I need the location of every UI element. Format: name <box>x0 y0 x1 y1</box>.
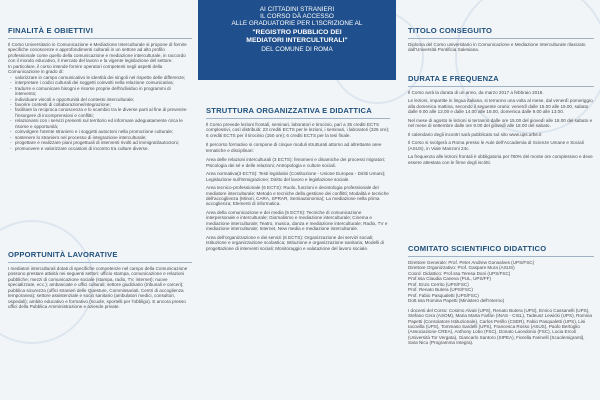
docenti-paragraph: I docenti del Corso: Cosimo Alvati (UPS), Renato Butera (UPS), Enrico Cassanelli (UPS), Stefano Cera (ASOM), Maria Marta Farfán (INAS - CISL), Tadeusz Lewicki (UPS), Romina Papetti (Consolatore Istituzionale), Carlos Perillo (CSER), Fabio Pasqualetti (UPS), Lisi Iacovilla (UPS), Tommaso Sardelli (UPS), Francesca Rosso (ASUS), Paolo Bertoglio (Associazione CREA), Anthony Lobo (FSC), Donato Lacedonio (FSC), Lucia Ercoli (Università Tor Vergata), Giancarlo Santoro (SIPEA), Fiorella Farinelli (Scuolemigranti), Sara Nicu (Programma Integra). <box>408 307 592 346</box>
banner-line: IL CORSO DÀ ACCESSO <box>260 13 334 20</box>
heading-divider <box>408 86 594 87</box>
heading-divider <box>8 262 192 263</box>
durata-paragraph: Il Corso avrà la durata di un anno, da marzo 2017 a febbraio 2018. <box>408 90 544 95</box>
right-column <box>396 0 600 400</box>
list-item: - tradurre e comunicare bisogni e risorse proprie dell'individuo in programmi di intervento; <box>15 86 192 97</box>
banner-line: AI CITTADINI STRANIERI <box>259 6 335 13</box>
finalita-heading: FINALITÀ E OBIETTIVI <box>8 26 93 35</box>
middle-column <box>198 0 396 400</box>
heading-divider <box>8 38 192 39</box>
area-block: Area tecnico-professionale (6 ECTS): Ruolo, funzioni e deontologia professionale del mediatore interculturale; Metodo e tecniche della gestione dei conflitti; Modalità e tecniche dell'accoglienza (Minori, CARA, SPRAR, Semiautonomia); La mediazione nella prima accoglienza; Elementi di informatica. <box>206 185 389 207</box>
opportunita-paragraph: I mediatori interculturali dotati di specifiche competenze nel campo della Comunicazione possono prestare attività nei seguenti settori: ufficio stampa, comunicazione e relazioni pubbliche; mezzi di comunicazione sociale (stampa, radio, TV, internet); nuove specializzate, ecc.); ambasciate e uffici culturali; settore giudiziario (tribunali e carceri); pubblica sicurezza (uffici stranieri delle Questure, Commissariati, Centri di accoglienza temporanea); settore assistenziale e socio sanitario (ambulatori medici, consultori, ospedali); ambito educativo e formativo (scuole, sportelli per l'obbligo). E ancora presso uffici della Pubblica Amministrazione e aziende private. <box>8 266 188 310</box>
list-item: - relazionarsi con i servizi presenti sul territorio ed informare adeguatamente circa le risorse e opportunità; <box>15 118 192 129</box>
list-item: - valorizzare in campo comunicativo le identità dei singoli nel rispetto delle differenze; <box>15 75 192 80</box>
list-item: - individuare vincoli e opportunità del contesto interculturale; <box>15 97 192 102</box>
finalita-paragraph: Il Corso Universitario in Comunicazione e Mediazione Interculturale si propone di fornire specifiche conoscenze e approfondimenti culturali in un settore ad alto profilo professionale come quello della comunicazione e mediazione interculturale, in raccordo con il mondo educativo, il mercato del lavoro e la vigente legislazione del settore. <box>8 42 187 64</box>
list-item: - sostenere lo straniero nel processo di integrazione interculturale; <box>15 135 192 140</box>
committee-member: Direttore Generale: Prof. Peter Andrew Gonsalves (UPS/FSC) <box>408 260 535 265</box>
heading-divider <box>206 118 390 119</box>
banner-line-bold: MEDIATORI INTERCULTURALI" <box>246 37 348 44</box>
titolo-heading: TITOLO CONSEGUITO <box>408 26 493 35</box>
durata-paragraph: La frequenza alle lezioni frontali è obbligatoria per l'80% del monte ore complessivo e deve essere attestata con le firme degli iscritti. <box>408 154 593 165</box>
struttura-paragraph: Il Corso prevede lezioni frontali, seminari, laboratori e tirocinio, pari a 35 crediti ECTS complessivi, così distribuiti: 23 crediti ECTS per le lezioni, i seminari, i laboratori (325 ore); 6 crediti ECTS per il tirocinio (150 ore); 6 crediti ECTS per la tesi finale. <box>206 122 390 138</box>
struttura-paragraph: Il percorso formativo si compone di cinque moduli strutturati attorno ad altrettante aree tematiche e disciplinari: <box>206 142 382 153</box>
opportunita-heading: OPPORTUNITÀ LAVORATIVE <box>8 250 118 259</box>
area-block: Area dell'organizzazione e dei servizi (6 ECTS): Organizzazione dei servizi sociali; Istituzione e organizzazione scolastica; Istituzione e organizzazione sanitaria; Modelli di progettazione di interventi sociali; Monitoraggio e valutazione del lavoro sociale. <box>206 234 384 251</box>
area-block: Area della comunicazione e dei media (5 ECTS): Tecniche di comunicazione interpersonale e interculturale; Giornalismo e mediazione interculturale; Cinema e mediazione interculturale; Teatro, musica, danza e mediazione interculturale; Radio, TV e mediazione interculturale; Internet, New media e mediazione interculturale. <box>206 209 388 232</box>
banner-line: DEL COMUNE DI ROMA <box>261 46 333 53</box>
area-block: Area delle relazioni interculturali (3 ECTS): fenomeni e dinamiche dei processi migratori; Psicologia dei sé e delle relazioni; Antropologia e culture sociali. <box>206 157 386 168</box>
list-item: - promuovere e valorizzare occasioni di incontro tra culture diverse. <box>15 146 192 151</box>
committee-member: Coord. Didattico: Prof.ssa Teresa Doni (UPS/FSC) <box>408 270 511 276</box>
durata-paragraph: Il calendario degli incontri sarà pubblicato sul sito www.ups.urbe.it <box>408 131 542 137</box>
area-block: Area normativa(3 ECTS): Testi legislativi (Costituzione - Unione Europea - Diritti Umani); Legislazione sull'immigrazione; Diritto del lavoro e legislazione sociale. <box>206 171 386 182</box>
banner-line-bold: "REGISTRO PUBBLICO DEI <box>252 29 342 36</box>
durata-paragraph: Il Corso si svolgerà a Roma presso le Aule dell'Accademia di Scienze Umane e Sociali (ASUS), in Viale Manzoni 24c. <box>408 140 584 151</box>
committee-member: Dott.ssa Romina Papetti (Ministero dell'Interno) <box>408 298 505 304</box>
durata-paragraph: Le lezioni, impartite in lingua italiana, si terranno una volta al mese, dal venerdì pomeriggio alla domenica mattina, secondo il seguente orario: venerdì dalle 15.00 alle 19.00, sabato dalle 9.00 alle 13.00 e dalle 14.00 alle 18.00, domenica dalle 9.00 alle 13.00. <box>408 98 593 115</box>
heading-divider <box>408 38 594 39</box>
committee-member: Direttore Organizzativo: Prof. Gaspare Mura (ASUS) <box>408 265 515 271</box>
list-item: - interpretare i codici culturali dei soggetti coinvolti nella relazione comunicativa; <box>15 80 192 85</box>
committee-member: Prof. Renato Butera (UPS/FSC) <box>408 287 473 293</box>
heading-divider <box>408 256 594 257</box>
list-item: - progettare e realizzare piani progettuali di interventi rivolti ad immigrati/autoctoni; <box>15 140 192 145</box>
list-item: - facilitare la reciproca conoscenza e lo scambio tra le diverse parti al fine di prevenire l'insorgere di incomprensioni e conflitti; <box>15 107 192 118</box>
committee-member: Prof. Fabio Pasqualetti (UPS/FSC) <box>408 292 479 298</box>
banner-line: ALLE GRADUATORIE PER L'ISCRIZIONE AL <box>231 20 363 27</box>
struttura-heading: STRUTTURA ORGANIZZATIVA E DIDATTICA <box>206 106 372 115</box>
durata-paragraph: Nel mese di agosto le lezioni si terranno dalle ore 15.00 del giovedì alle 18.00 del sabato e nel mese di settembre dalle ore 9.00 del giovedì alle 18.00 del sabato. <box>408 117 593 129</box>
finalita-intro: In particolare, il corso intende fornire operatori competenti negli aspetti della Comunicazione in grado di: <box>8 63 163 75</box>
titolo-paragraph: Diploma del Corso universitario in Comunicazione e Mediazione Interculturale rilasciato dall'Università Pontificia Salesiana. <box>408 42 586 53</box>
committee-member: Prof.ssa Claudia Caneva (PUL, UPS/FF) <box>408 276 491 282</box>
list-item: - favorire contesti di collaborazione/integrazione; <box>15 102 192 107</box>
committee-member: Prof. Enzo Cerrito (UPS/FSC) <box>408 281 469 287</box>
left-column <box>0 0 198 400</box>
durata-heading: DURATA E FREQUENZA <box>408 74 499 83</box>
finalita-list <box>8 75 192 151</box>
comitato-heading: COMITATO SCIENTIFICO DIDATTICO <box>408 244 547 253</box>
list-item: - coinvolgere l'utente straniero e i soggetti autoctoni nella promozione culturale; <box>15 129 192 134</box>
